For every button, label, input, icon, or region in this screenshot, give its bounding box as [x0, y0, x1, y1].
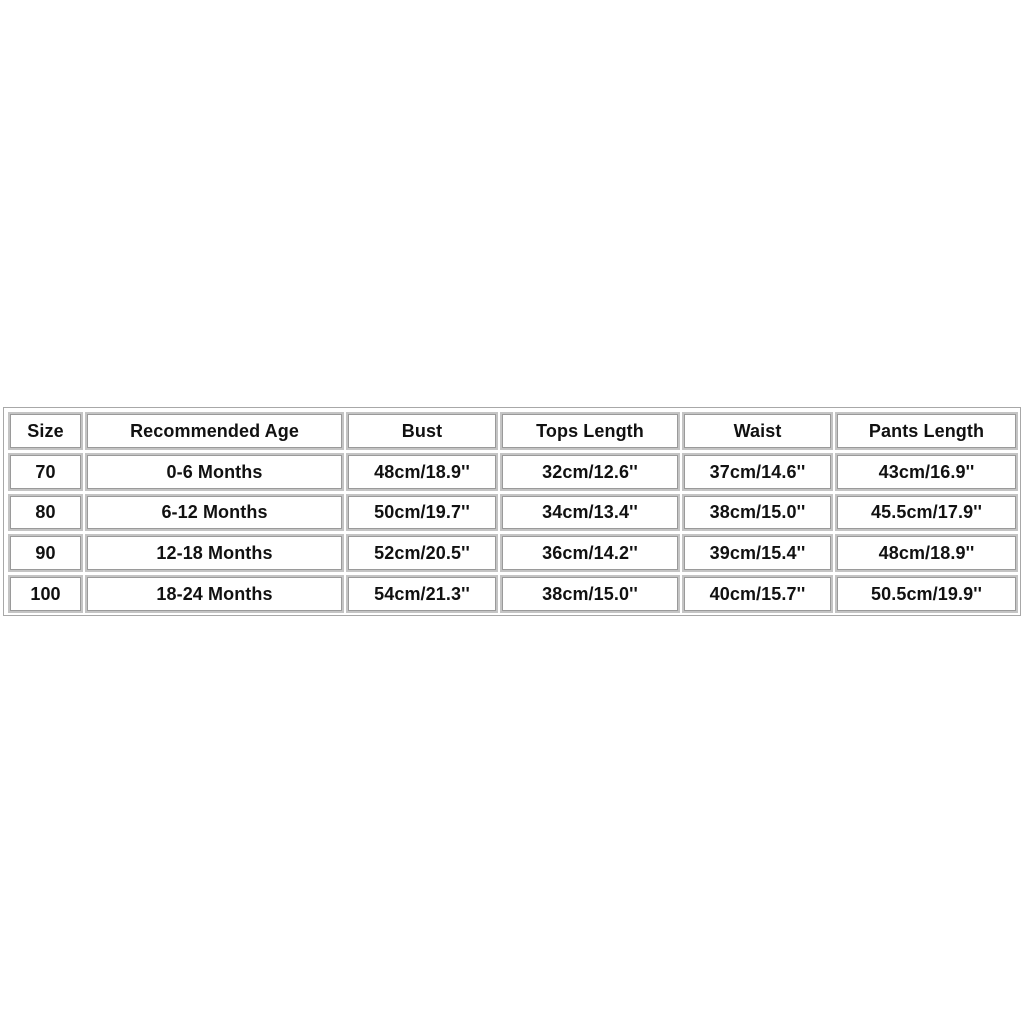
table-cell-bust: 48cm/18.9'' — [346, 453, 498, 491]
header-cell-recommended-age: Recommended Age — [85, 412, 344, 450]
table-cell-pants-length: 48cm/18.9'' — [835, 534, 1018, 572]
table-cell-pants-length: 43cm/16.9'' — [835, 453, 1018, 491]
table-cell-bust: 52cm/20.5'' — [346, 534, 498, 572]
header-cell-bust: Bust — [346, 412, 498, 450]
table-cell-recommended-age: 6-12 Months — [85, 494, 344, 531]
table-cell-waist: 37cm/14.6'' — [682, 453, 833, 491]
header-cell-pants-length: Pants Length — [835, 412, 1018, 450]
table-cell-bust: 50cm/19.7'' — [346, 494, 498, 531]
header-cell-waist: Waist — [682, 412, 833, 450]
table-cell-waist: 40cm/15.7'' — [682, 575, 833, 613]
table-cell-tops-length: 34cm/13.4'' — [500, 494, 680, 531]
table-cell-waist: 38cm/15.0'' — [682, 494, 833, 531]
header-cell-size: Size — [8, 412, 83, 450]
table-cell-size: 100 — [8, 575, 83, 613]
size-chart-table — [3, 407, 1021, 616]
table-cell-recommended-age: 0-6 Months — [85, 453, 344, 491]
header-cell-tops-length: Tops Length — [500, 412, 680, 450]
table-cell-tops-length: 36cm/14.2'' — [500, 534, 680, 572]
table-cell-size: 80 — [8, 494, 83, 531]
table-cell-pants-length: 45.5cm/17.9'' — [835, 494, 1018, 531]
table-cell-tops-length: 32cm/12.6'' — [500, 453, 680, 491]
table-cell-size: 90 — [8, 534, 83, 572]
table-cell-recommended-age: 18-24 Months — [85, 575, 344, 613]
table-cell-waist: 39cm/15.4'' — [682, 534, 833, 572]
table-cell-bust: 54cm/21.3'' — [346, 575, 498, 613]
table-cell-recommended-age: 12-18 Months — [85, 534, 344, 572]
table-cell-size: 70 — [8, 453, 83, 491]
table-cell-pants-length: 50.5cm/19.9'' — [835, 575, 1018, 613]
table-cell-tops-length: 38cm/15.0'' — [500, 575, 680, 613]
